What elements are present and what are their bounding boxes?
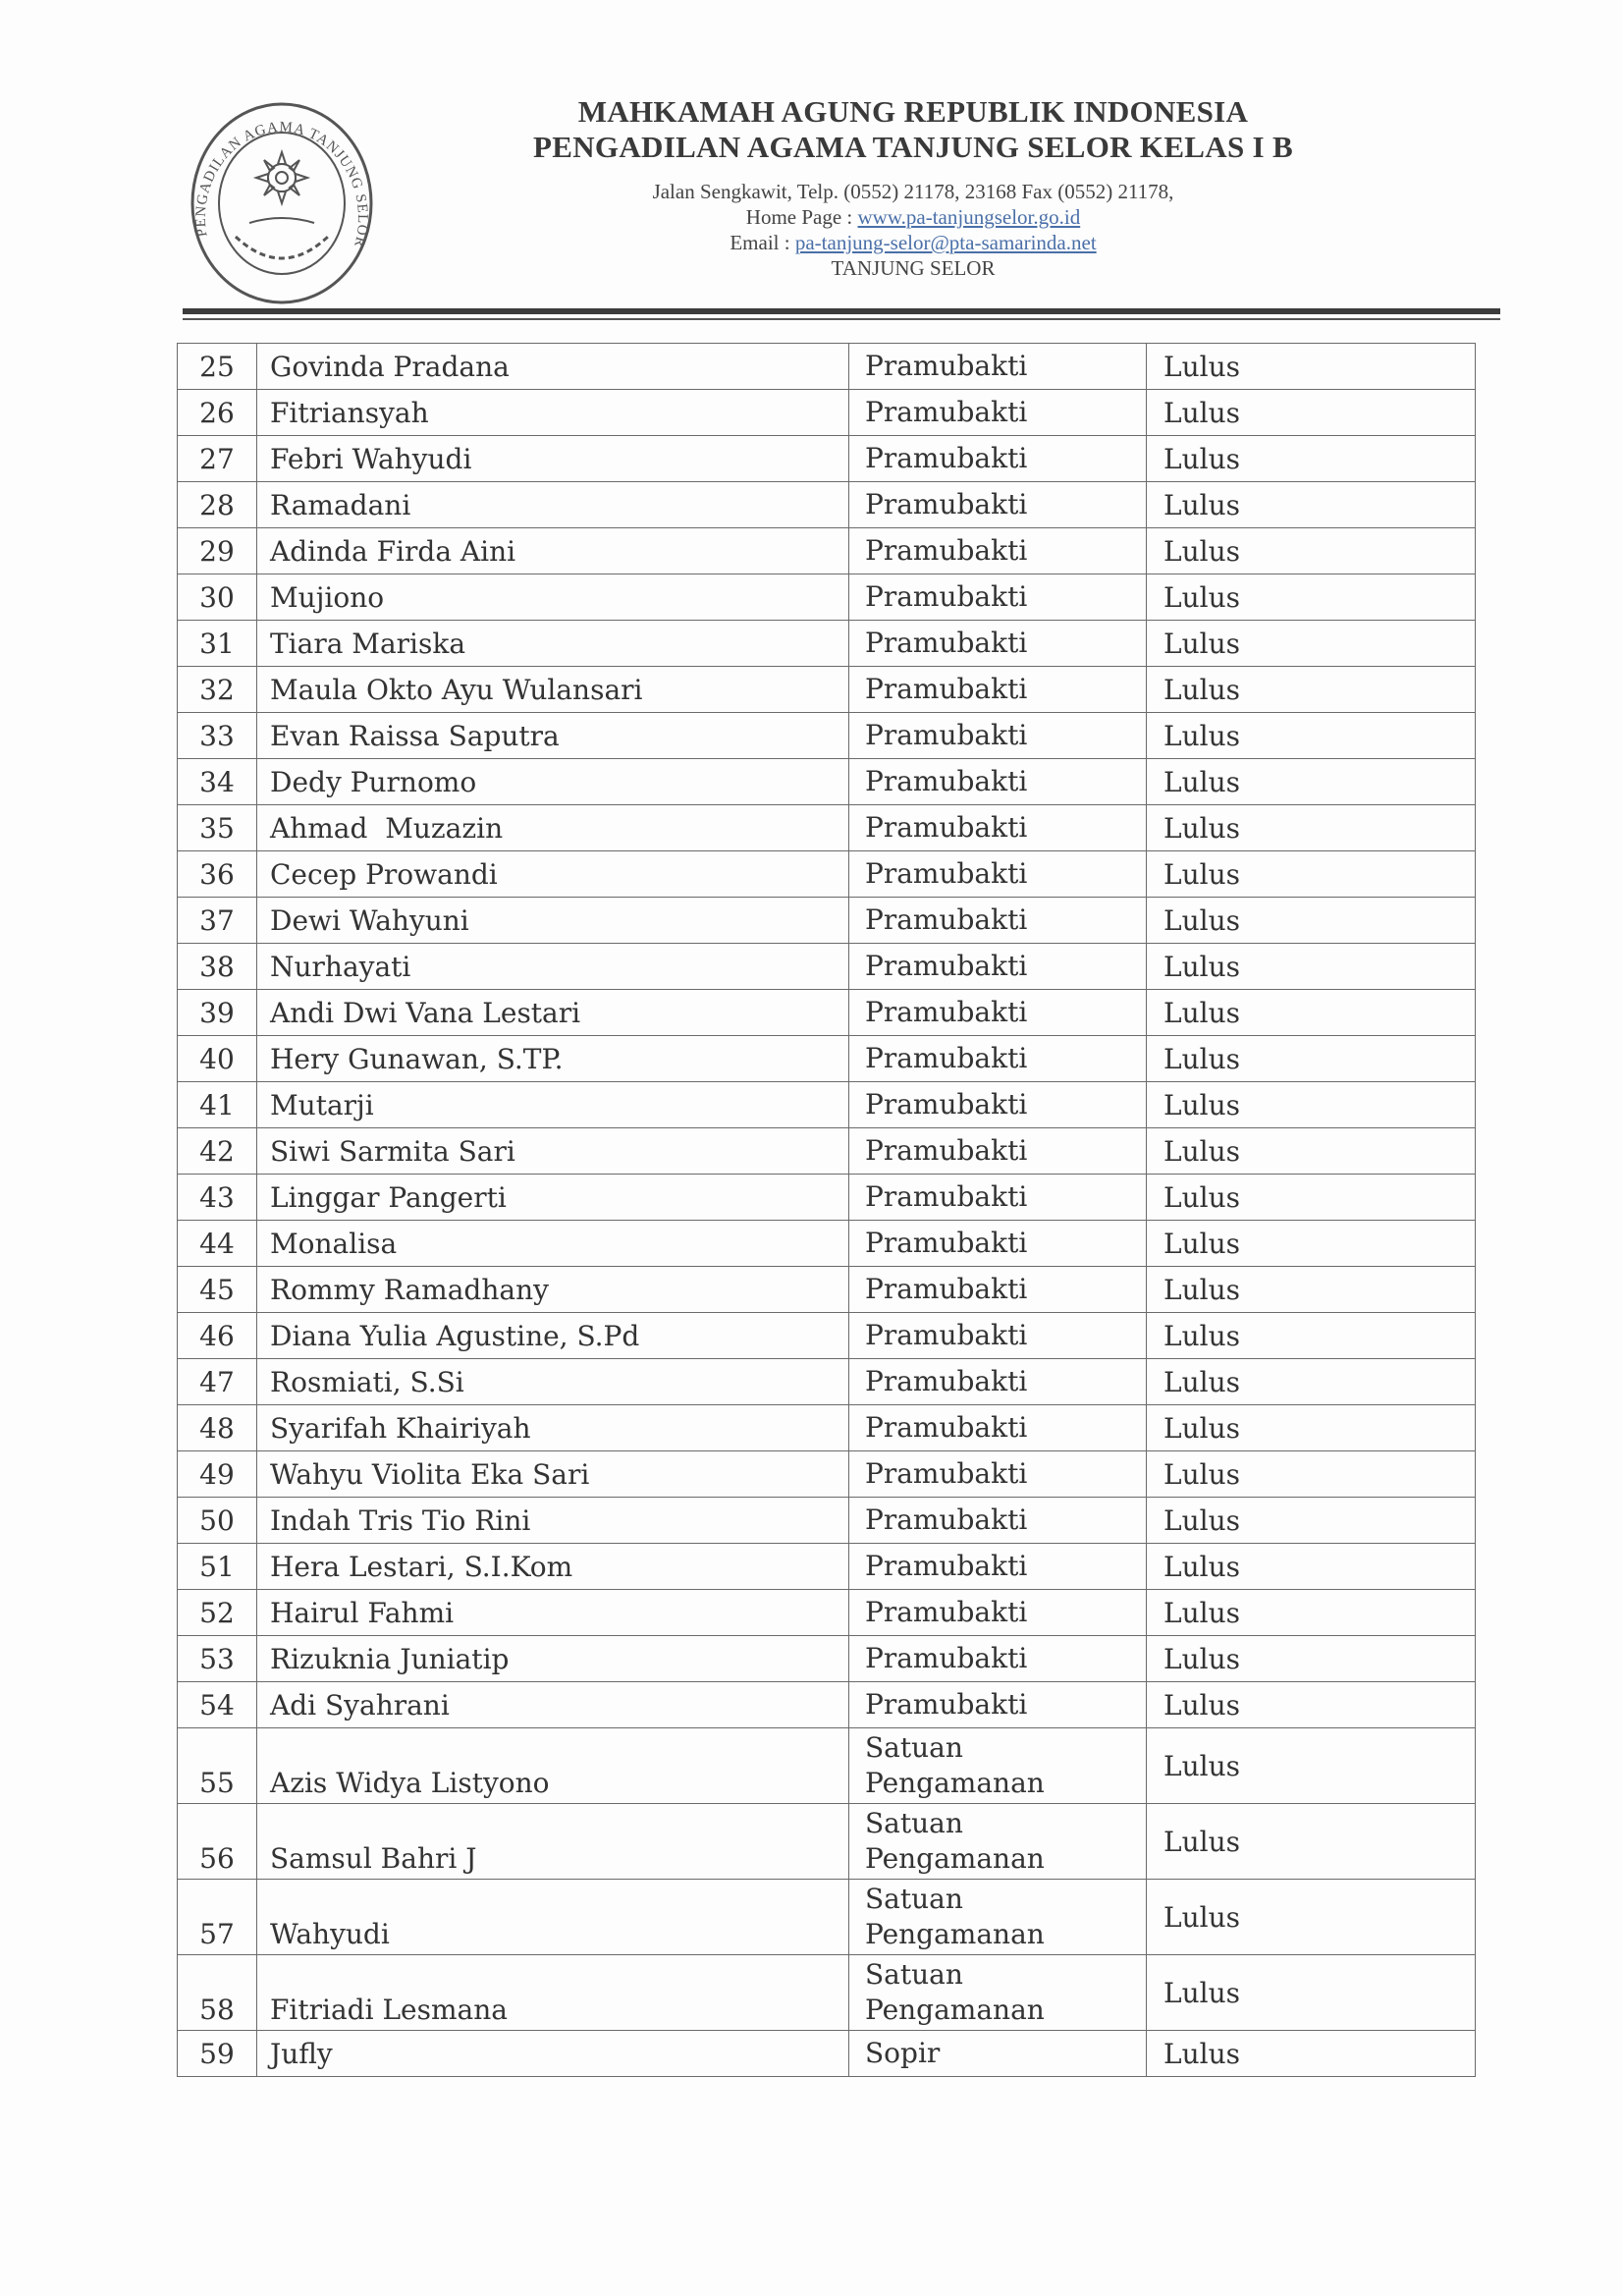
row-status: Lulus — [1147, 574, 1476, 621]
row-position: Satuan Pengamanan — [849, 1804, 1147, 1880]
institution-name: MAHKAMAH AGUNG REPUBLIK INDONESIA — [577, 94, 1249, 129]
row-name: Hery Gunawan, S.TP. — [257, 1036, 849, 1082]
row-position: Satuan Pengamanan — [849, 1728, 1147, 1804]
table-row — [178, 1036, 1476, 1082]
row-position: Pramubakti — [849, 805, 1147, 851]
homepage-link[interactable]: www.pa-tanjungselor.go.id — [857, 205, 1081, 229]
row-name: Govinda Pradana — [257, 344, 849, 390]
row-name: Evan Raissa Saputra — [257, 713, 849, 759]
row-position: Pramubakti — [849, 344, 1147, 390]
row-number: 33 — [178, 713, 257, 759]
table-row — [178, 713, 1476, 759]
row-position: Pramubakti — [849, 990, 1147, 1036]
row-position: Pramubakti — [849, 667, 1147, 713]
row-position: Pramubakti — [849, 1498, 1147, 1544]
row-number: 47 — [178, 1359, 257, 1405]
row-status: Lulus — [1147, 713, 1476, 759]
row-name: Wahyu Violita Eka Sari — [257, 1451, 849, 1498]
row-position: Pramubakti — [849, 390, 1147, 436]
results-table — [177, 343, 1476, 2077]
row-name: Rommy Ramadhany — [257, 1267, 849, 1313]
table-row — [178, 667, 1476, 713]
row-name: Ramadani — [257, 482, 849, 528]
row-position: Pramubakti — [849, 1590, 1147, 1636]
row-position: Pramubakti — [849, 1036, 1147, 1082]
row-status: Lulus — [1147, 1405, 1476, 1451]
row-name: Dedy Purnomo — [257, 759, 849, 805]
header-divider-thick — [183, 308, 1500, 314]
row-name: Linggar Pangerti — [257, 1175, 849, 1221]
row-name: Hera Lestari, S.I.Kom — [257, 1544, 849, 1590]
letterhead — [422, 94, 1404, 281]
row-status: Lulus — [1147, 1082, 1476, 1128]
row-status: Lulus — [1147, 482, 1476, 528]
row-number: 34 — [178, 759, 257, 805]
row-status: Lulus — [1147, 1267, 1476, 1313]
table-row — [178, 1451, 1476, 1498]
row-position: Pramubakti — [849, 1128, 1147, 1175]
row-number: 41 — [178, 1082, 257, 1128]
row-name: Maula Okto Ayu Wulansari — [257, 667, 849, 713]
row-name: Monalisa — [257, 1221, 849, 1267]
row-status: Lulus — [1147, 1221, 1476, 1267]
row-position: Pramubakti — [849, 1359, 1147, 1405]
table-row — [178, 2031, 1476, 2077]
row-number: 32 — [178, 667, 257, 713]
row-status: Lulus — [1147, 1955, 1476, 2031]
row-status: Lulus — [1147, 1036, 1476, 1082]
row-position: Sopir — [849, 2031, 1147, 2077]
row-position: Pramubakti — [849, 482, 1147, 528]
row-position: Pramubakti — [849, 528, 1147, 574]
row-name: Tiara Mariska — [257, 621, 849, 667]
row-number: 31 — [178, 621, 257, 667]
row-number: 28 — [178, 482, 257, 528]
row-number: 48 — [178, 1405, 257, 1451]
row-name: Mutarji — [257, 1082, 849, 1128]
row-number: 42 — [178, 1128, 257, 1175]
row-name: Ahmad Muzazin — [257, 805, 849, 851]
row-number: 26 — [178, 390, 257, 436]
table-row — [178, 898, 1476, 944]
row-number: 35 — [178, 805, 257, 851]
row-number: 57 — [178, 1880, 257, 1955]
row-status: Lulus — [1147, 1451, 1476, 1498]
court-seal-logo — [189, 101, 375, 305]
table-row — [178, 390, 1476, 436]
row-name: Diana Yulia Agustine, S.Pd — [257, 1313, 849, 1359]
row-number: 55 — [178, 1728, 257, 1804]
row-position: Pramubakti — [849, 1682, 1147, 1728]
table-row — [178, 1175, 1476, 1221]
row-status: Lulus — [1147, 1804, 1476, 1880]
row-position: Satuan Pengamanan — [849, 1880, 1147, 1955]
row-position: Pramubakti — [849, 759, 1147, 805]
row-name: Cecep Prowandi — [257, 851, 849, 898]
row-name: Jufly — [257, 2031, 849, 2077]
address-line: Jalan Sengkawit, Telp. (0552) 21178, 23168 Fax (0552) 21178, — [652, 180, 1174, 203]
table-row — [178, 1405, 1476, 1451]
row-status: Lulus — [1147, 1880, 1476, 1955]
sun-emblem-icon — [256, 152, 307, 203]
row-name: Fitriansyah — [257, 390, 849, 436]
table-row — [178, 482, 1476, 528]
table-row — [178, 1955, 1476, 2031]
table-row — [178, 851, 1476, 898]
row-number: 29 — [178, 528, 257, 574]
row-number: 36 — [178, 851, 257, 898]
homepage-line: Home Page : www.pa-tanjungselor.go.id — [745, 205, 1081, 229]
row-position: Pramubakti — [849, 436, 1147, 482]
results-table-body — [178, 344, 1476, 2077]
row-name: Fitriadi Lesmana — [257, 1955, 849, 2031]
row-status: Lulus — [1147, 944, 1476, 990]
table-row — [178, 1636, 1476, 1682]
row-status: Lulus — [1147, 1313, 1476, 1359]
row-name: Rosmiati, S.Si — [257, 1359, 849, 1405]
row-name: Mujiono — [257, 574, 849, 621]
row-position: Pramubakti — [849, 574, 1147, 621]
row-number: 53 — [178, 1636, 257, 1682]
city-line: TANJUNG SELOR — [831, 256, 996, 280]
table-row — [178, 1682, 1476, 1728]
row-position: Pramubakti — [849, 944, 1147, 990]
row-position: Pramubakti — [849, 851, 1147, 898]
row-status: Lulus — [1147, 805, 1476, 851]
row-position: Pramubakti — [849, 1313, 1147, 1359]
header-divider-thin — [183, 318, 1500, 320]
row-number: 43 — [178, 1175, 257, 1221]
table-row — [178, 1359, 1476, 1405]
row-number: 30 — [178, 574, 257, 621]
row-position: Pramubakti — [849, 1082, 1147, 1128]
chain-icon — [236, 237, 328, 258]
row-position: Pramubakti — [849, 1544, 1147, 1590]
row-position: Pramubakti — [849, 1451, 1147, 1498]
row-name: Syarifah Khairiyah — [257, 1405, 849, 1451]
table-row — [178, 805, 1476, 851]
row-status: Lulus — [1147, 898, 1476, 944]
row-position: Satuan Pengamanan — [849, 1955, 1147, 2031]
row-status: Lulus — [1147, 621, 1476, 667]
table-row — [178, 1128, 1476, 1175]
row-status: Lulus — [1147, 990, 1476, 1036]
email-line: Email : pa-tanjung-selor@pta-samarinda.net — [730, 231, 1097, 254]
table-row — [178, 1728, 1476, 1804]
row-number: 52 — [178, 1590, 257, 1636]
row-position: Pramubakti — [849, 1267, 1147, 1313]
row-position: Pramubakti — [849, 1175, 1147, 1221]
row-number: 25 — [178, 344, 257, 390]
row-status: Lulus — [1147, 667, 1476, 713]
row-status: Lulus — [1147, 390, 1476, 436]
row-position: Pramubakti — [849, 1221, 1147, 1267]
row-name: Dewi Wahyuni — [257, 898, 849, 944]
row-status: Lulus — [1147, 1175, 1476, 1221]
row-number: 54 — [178, 1682, 257, 1728]
table-row — [178, 1267, 1476, 1313]
row-number: 27 — [178, 436, 257, 482]
row-number: 56 — [178, 1804, 257, 1880]
row-status: Lulus — [1147, 1498, 1476, 1544]
row-number: 58 — [178, 1955, 257, 2031]
row-position: Pramubakti — [849, 713, 1147, 759]
row-position: Pramubakti — [849, 1405, 1147, 1451]
row-status: Lulus — [1147, 344, 1476, 390]
row-name: Azis Widya Listyono — [257, 1728, 849, 1804]
row-number: 46 — [178, 1313, 257, 1359]
table-row — [178, 1313, 1476, 1359]
row-number: 51 — [178, 1544, 257, 1590]
row-name: Andi Dwi Vana Lestari — [257, 990, 849, 1036]
table-row — [178, 1221, 1476, 1267]
row-number: 45 — [178, 1267, 257, 1313]
table-row — [178, 574, 1476, 621]
row-position: Pramubakti — [849, 898, 1147, 944]
row-status: Lulus — [1147, 528, 1476, 574]
table-row — [178, 990, 1476, 1036]
row-name: Siwi Sarmita Sari — [257, 1128, 849, 1175]
row-status: Lulus — [1147, 1128, 1476, 1175]
row-number: 49 — [178, 1451, 257, 1498]
row-number: 44 — [178, 1221, 257, 1267]
table-row — [178, 1804, 1476, 1880]
row-number: 37 — [178, 898, 257, 944]
table-row — [178, 528, 1476, 574]
row-status: Lulus — [1147, 1359, 1476, 1405]
row-number: 38 — [178, 944, 257, 990]
court-name: PENGADILAN AGAMA TANJUNG SELOR KELAS I B — [533, 130, 1293, 164]
row-status: Lulus — [1147, 1682, 1476, 1728]
row-name: Indah Tris Tio Rini — [257, 1498, 849, 1544]
row-name: Samsul Bahri J — [257, 1804, 849, 1880]
table-row — [178, 944, 1476, 990]
table-row — [178, 621, 1476, 667]
table-row — [178, 436, 1476, 482]
row-status: Lulus — [1147, 1636, 1476, 1682]
row-name: Hairul Fahmi — [257, 1590, 849, 1636]
row-status: Lulus — [1147, 1590, 1476, 1636]
table-row — [178, 1590, 1476, 1636]
row-name: Wahyudi — [257, 1880, 849, 1955]
row-number: 50 — [178, 1498, 257, 1544]
row-number: 59 — [178, 2031, 257, 2077]
row-status: Lulus — [1147, 851, 1476, 898]
row-position: Pramubakti — [849, 621, 1147, 667]
row-status: Lulus — [1147, 2031, 1476, 2077]
table-row — [178, 1544, 1476, 1590]
row-name: Nurhayati — [257, 944, 849, 990]
row-status: Lulus — [1147, 1544, 1476, 1590]
row-name: Rizuknia Juniatip — [257, 1636, 849, 1682]
row-position: Pramubakti — [849, 1636, 1147, 1682]
row-status: Lulus — [1147, 759, 1476, 805]
row-status: Lulus — [1147, 1728, 1476, 1804]
table-row — [178, 1880, 1476, 1955]
table-row — [178, 1082, 1476, 1128]
row-name: Adi Syahrani — [257, 1682, 849, 1728]
table-row — [178, 1498, 1476, 1544]
table-row — [178, 344, 1476, 390]
row-name: Adinda Firda Aini — [257, 528, 849, 574]
row-name: Febri Wahyudi — [257, 436, 849, 482]
row-status: Lulus — [1147, 436, 1476, 482]
scroll-ribbon-icon — [249, 218, 314, 223]
svg-text:PENGADILAN AGAMA TANJUNG SELOR: PENGADILAN AGAMA TANJUNG SELOR — [192, 119, 371, 249]
row-number: 40 — [178, 1036, 257, 1082]
table-row — [178, 759, 1476, 805]
row-number: 39 — [178, 990, 257, 1036]
email-link[interactable]: pa-tanjung-selor@pta-samarinda.net — [794, 231, 1097, 254]
